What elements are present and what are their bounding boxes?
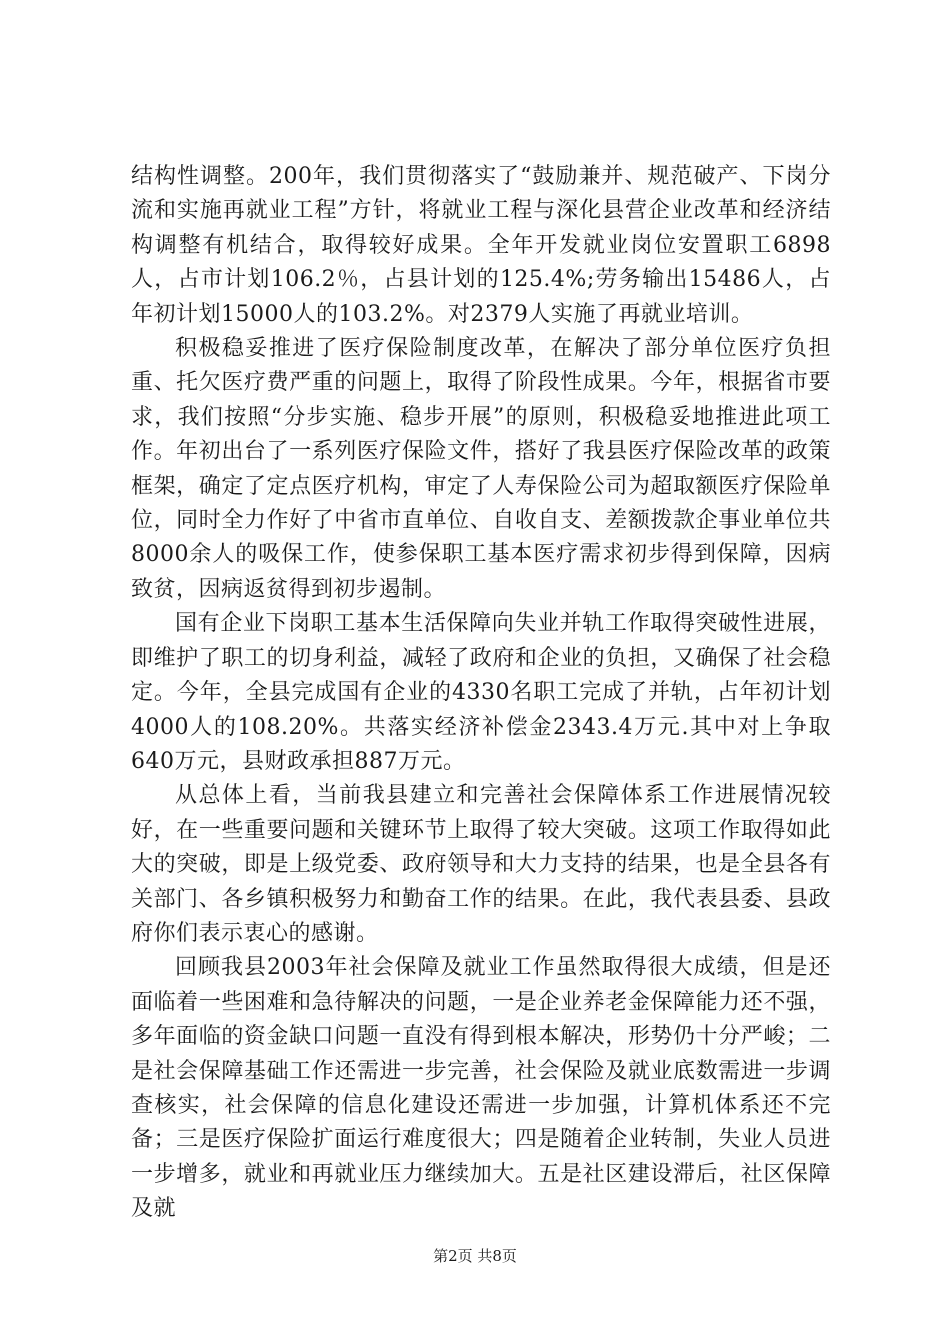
paragraph-5: 回顾我县2003年社会保障及就业工作虽然取得很大成绩，但是还面临着一些困难和急待解决的问题，一是企业养老金保障能力还不强，多年面临的资金缺口问题一直没有得到根本解决，形势仍十分严峻；二是社会保障基础工作还需进一步完善，社会保险及就业底数需进一步调查核实，社会保障的信息化建设还需进一步加强，计算机体系还不完备；三是医疗保险扩面运行难度很大；四是随着企业转制，失业人员进一步增多，就业和再就业压力继续加大。五是社区建设滞后，社区保障及就 bbox=[131, 955, 831, 1222]
paragraph-2: 积极稳妥推进了医疗保险制度改革，在解决了部分单位医疗负担重、托欠医疗费严重的问题上，取得了阶段性成果。今年，根据省市要求，我们按照“分步实施、稳步开展”的原则，积极稳妥地推进此项工作。年初出台了一系列医疗保险文件，搭好了我县医疗保险改革的政策框架，确定了定点医疗机构，审定了人寿保险公司为超取额医疗保险单位，同时全力作好了中省市直单位、自收自支、差额拨款企事业单位共8000余人的吸保工作，使参保职工基本医疗需求初步得到保障，因病致贫，因病返贫得到初步遏制。 bbox=[131, 336, 831, 602]
paragraph-4: 从总体上看，当前我县建立和完善社会保障体系工作进展情况较好，在一些重要问题和关键环节上取得了较大突破。这项工作取得如此大的突破，即是上级党委、政府领导和大力支持的结果，也是全县各有关部门、各乡镇积极努力和勤奋工作的结果。在此，我代表县委、县政府你们表示衷心的感谢。 bbox=[131, 783, 831, 946]
paragraph-1: 结构性调整。200年，我们贯彻落实了“鼓励兼并、规范破产、下岗分流和实施再就业工程”方针，将就业工程与深化县营企业改革和经济结构调整有机结合，取得较好成果。全年开发就业岗位安置职工6898人，占市计划106.2％，占县计划的125.4%;劳务输出15486人，占年初计划15000人的103.2%。对2379人实施了再就业培训。 bbox=[131, 164, 831, 327]
page-number-footer: 第2页 共8页 bbox=[433, 1247, 517, 1265]
paragraph-3: 国有企业下岗职工基本生活保障向失业并轨工作取得突破性进展，即维护了职工的切身利益，减轻了政府和企业的负担，又确保了社会稳定。今年，全县完成国有企业的4330名职工完成了并轨，占年初计划4000人的108.20%。共落实经济补偿金2343.4万元.其中对上争取640万元，县财政承担887万元。 bbox=[131, 611, 831, 774]
document-body bbox=[131, 160, 831, 1227]
